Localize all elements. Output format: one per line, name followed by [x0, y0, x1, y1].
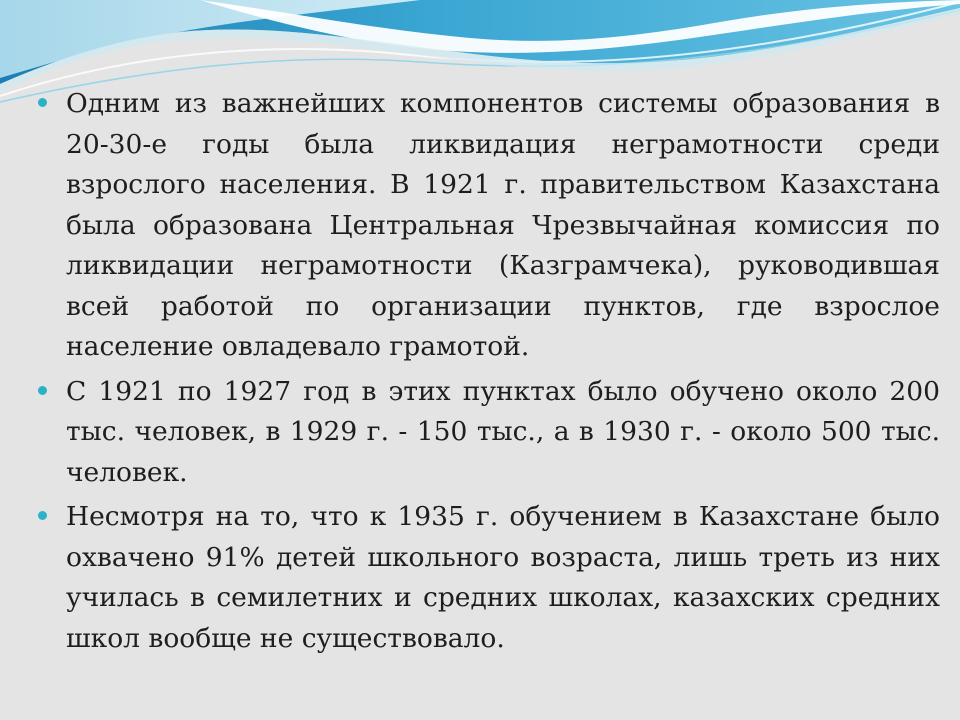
bullet-text: С 1921 по 1927 год в этих пунктах было обучено около 200 тыс. человек, в 1929 г. - 150 тыс., а в 1930 г. - около 500 тыс. человек. — [66, 375, 940, 488]
bullet-text: Одним из важнейших компонентов системы образования в 20-30-е годы была ликвидация неграмотности среди взрослого населения. В 1921 г. правительством Казахстана была образована Центральная Чрезвычайная комиссия по ликвидации неграмотности (Казграмчека), руководившая всей работой по организации пунктов, где взрослое население овладевало грамотой. — [66, 88, 940, 362]
bullet-text: Несмотря на то, что к 1935 г. обучением в Казахстане было охвачено 91% детей школьного возраста, лишь треть из них училась в семилетних и средних школах, казахских средних школ вообще не существовало. — [66, 501, 940, 654]
bullet-item — [38, 84, 940, 368]
bullet-icon — [38, 98, 47, 107]
bullet-item — [38, 497, 940, 659]
slide-content — [38, 84, 940, 659]
bullet-item — [38, 372, 940, 494]
bullet-icon — [38, 511, 47, 520]
bullet-icon — [38, 386, 47, 395]
